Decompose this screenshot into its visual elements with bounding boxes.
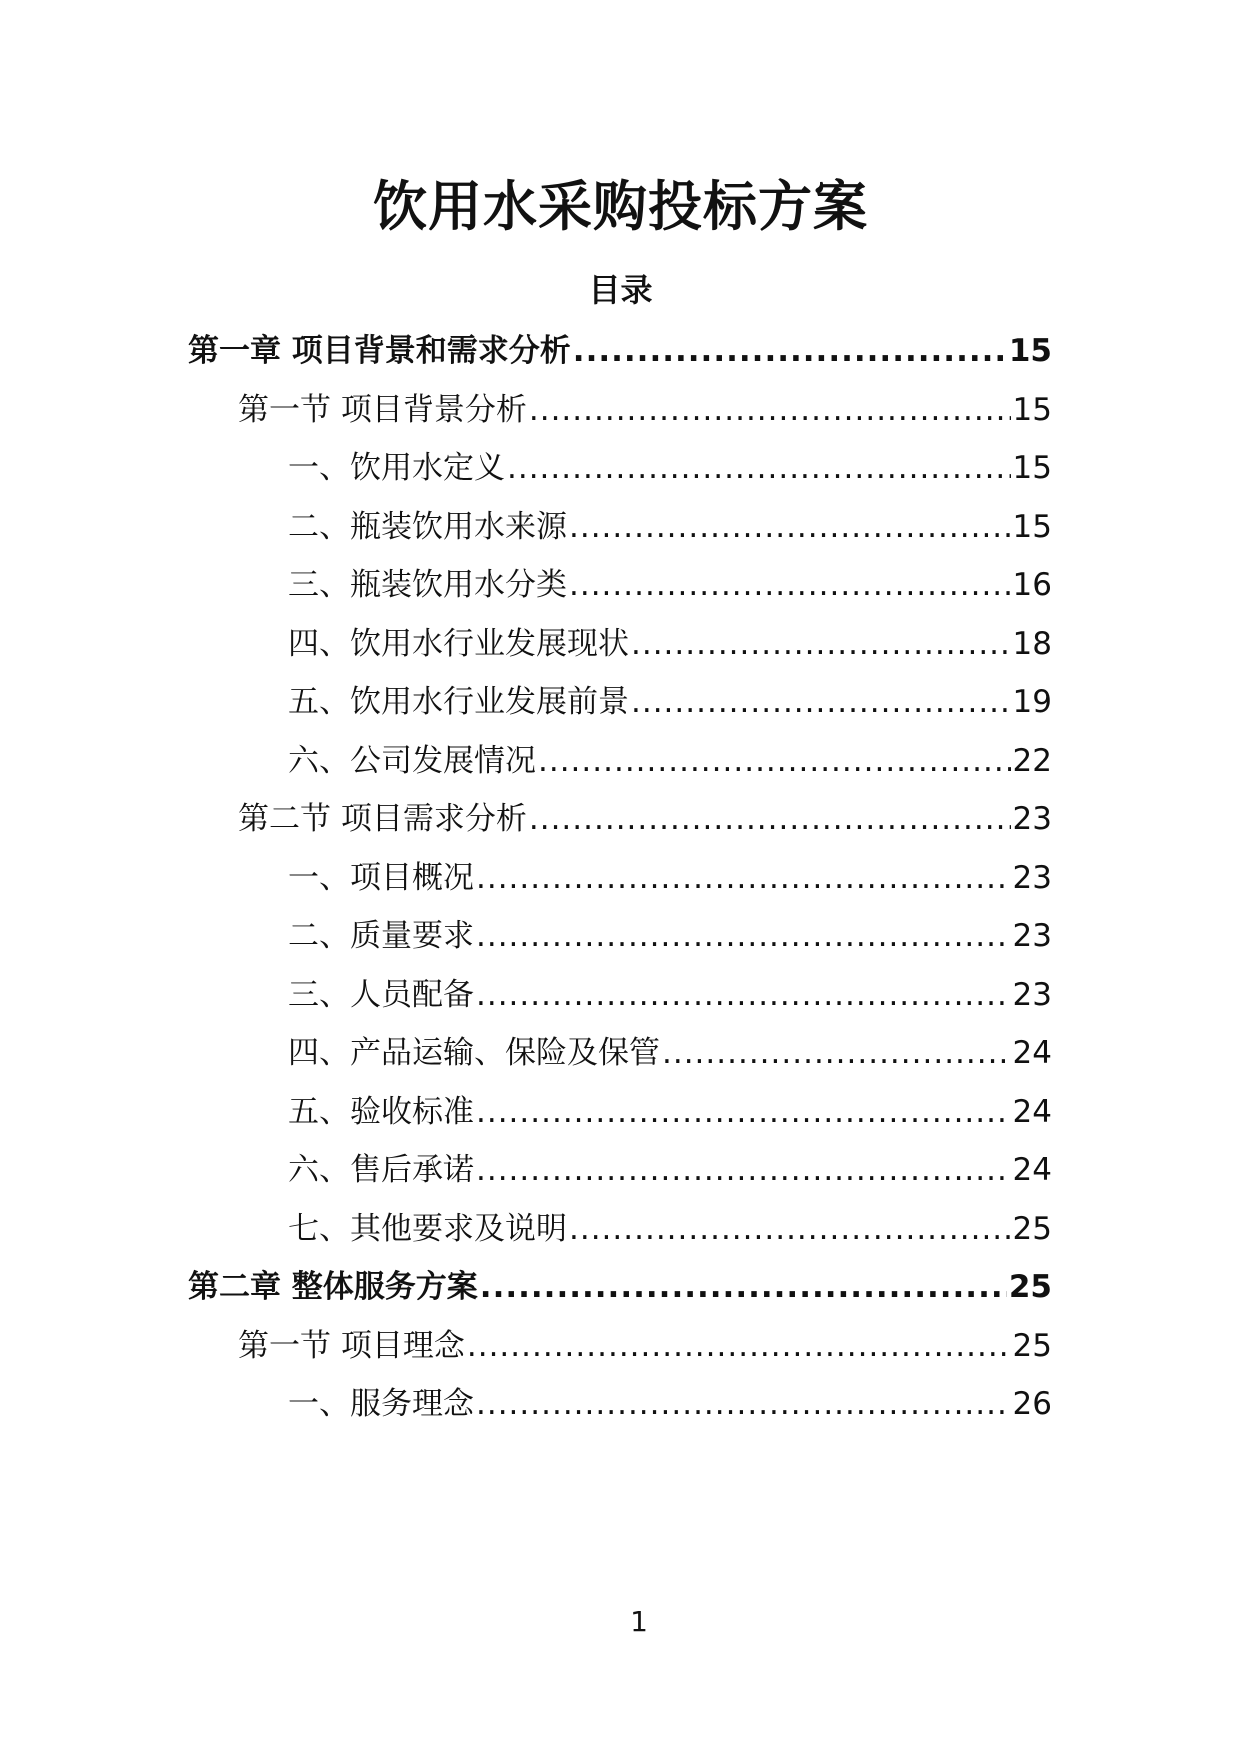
toc-entry[interactable] (288, 620, 1052, 668)
toc-dot-leader (631, 678, 1011, 726)
toc-entry-label: 第一章 项目背景和需求分析 (188, 333, 571, 369)
toc-entry[interactable] (288, 444, 1052, 492)
toc-entry[interactable] (288, 1380, 1052, 1428)
toc-entry[interactable] (188, 327, 1052, 375)
toc-entry-page: 15 (1012, 450, 1052, 486)
toc-dot-leader (569, 503, 1011, 551)
toc-heading: 目录 (588, 271, 653, 309)
toc-entry[interactable] (288, 737, 1052, 785)
toc-entry[interactable] (238, 1322, 1052, 1370)
toc-dot-leader (476, 971, 1011, 1019)
toc-entry-page: 15 (1012, 509, 1052, 545)
toc-entry-label: 一、服务理念 (288, 1386, 474, 1422)
toc-dot-leader (467, 1322, 1011, 1370)
toc-entry-label: 第一节 项目背景分析 (238, 392, 527, 428)
toc-entry-page: 24 (1012, 1035, 1052, 1071)
toc-entry-page: 15 (1012, 392, 1052, 428)
toc-entry-page: 24 (1012, 1094, 1052, 1130)
toc-dot-leader (569, 561, 1011, 609)
toc-entry[interactable] (238, 386, 1052, 434)
toc-entry[interactable] (288, 561, 1052, 609)
toc-entry-page: 16 (1012, 567, 1052, 603)
toc-dot-leader (476, 1146, 1011, 1194)
toc-entry-label: 二、质量要求 (288, 918, 474, 954)
toc-entry-page: 23 (1012, 801, 1052, 837)
toc-entry-label: 四、产品运输、保险及保管 (288, 1035, 660, 1071)
toc-entry-label: 一、项目概况 (288, 860, 474, 896)
toc-dot-leader (538, 737, 1011, 785)
toc-entry-label: 四、饮用水行业发展现状 (288, 626, 629, 662)
toc-entry-page: 23 (1012, 977, 1052, 1013)
toc-dot-leader (476, 1380, 1011, 1428)
toc-entry-label: 五、饮用水行业发展前景 (288, 684, 629, 720)
toc-entry-label: 七、其他要求及说明 (288, 1211, 567, 1247)
toc-dot-leader (476, 912, 1011, 960)
toc-entry-page: 24 (1012, 1152, 1052, 1188)
toc-dot-leader (662, 1029, 1011, 1077)
toc-entry-page: 26 (1012, 1386, 1052, 1422)
toc-entry-label: 六、公司发展情况 (288, 743, 536, 779)
document-title: 饮用水采购投标方案 (373, 175, 868, 238)
toc-entry-page: 25 (1012, 1211, 1052, 1247)
toc-entry-label: 六、售后承诺 (288, 1152, 474, 1188)
toc-entry[interactable] (188, 1263, 1052, 1311)
toc-dot-leader (573, 327, 1007, 375)
toc-entry-page: 25 (1012, 1328, 1052, 1364)
toc-entry[interactable] (288, 503, 1052, 551)
toc-entry-page: 22 (1012, 743, 1052, 779)
toc-entry-page: 25 (1008, 1269, 1052, 1305)
toc-entry-page: 19 (1012, 684, 1052, 720)
toc-entry-label: 第二节 项目需求分析 (238, 801, 527, 837)
toc-entry-page: 15 (1008, 333, 1052, 369)
toc-entry[interactable] (288, 1146, 1052, 1194)
toc-entry-label: 三、瓶装饮用水分类 (288, 567, 567, 603)
toc-entry-label: 三、人员配备 (288, 977, 474, 1013)
toc-dot-leader (529, 386, 1011, 434)
toc-entry[interactable] (238, 795, 1052, 843)
toc-dot-leader (529, 795, 1011, 843)
toc-entry-label: 二、瓶装饮用水来源 (288, 509, 567, 545)
toc-entry-page: 23 (1012, 918, 1052, 954)
toc-dot-leader (507, 444, 1011, 492)
toc-entry-label: 五、验收标准 (288, 1094, 474, 1130)
toc-entry-label: 第二章 整体服务方案 (188, 1269, 478, 1305)
toc-entry[interactable] (288, 971, 1052, 1019)
toc-entry[interactable] (288, 1205, 1052, 1253)
toc-dot-leader (569, 1205, 1011, 1253)
toc-dot-leader (631, 620, 1011, 668)
toc-entry[interactable] (288, 854, 1052, 902)
toc-entry-page: 18 (1012, 626, 1052, 662)
toc-entry[interactable] (288, 912, 1052, 960)
toc-entry-label: 一、饮用水定义 (288, 450, 505, 486)
toc-entry[interactable] (288, 678, 1052, 726)
toc-dot-leader (480, 1263, 1007, 1311)
toc-entry[interactable] (288, 1088, 1052, 1136)
toc-entry-page: 23 (1012, 860, 1052, 896)
toc-dot-leader (476, 1088, 1011, 1136)
page-number: 1 (630, 1605, 648, 1638)
toc-entry-label: 第一节 项目理念 (238, 1328, 465, 1364)
toc-dot-leader (476, 854, 1011, 902)
toc-entry[interactable] (288, 1029, 1052, 1077)
